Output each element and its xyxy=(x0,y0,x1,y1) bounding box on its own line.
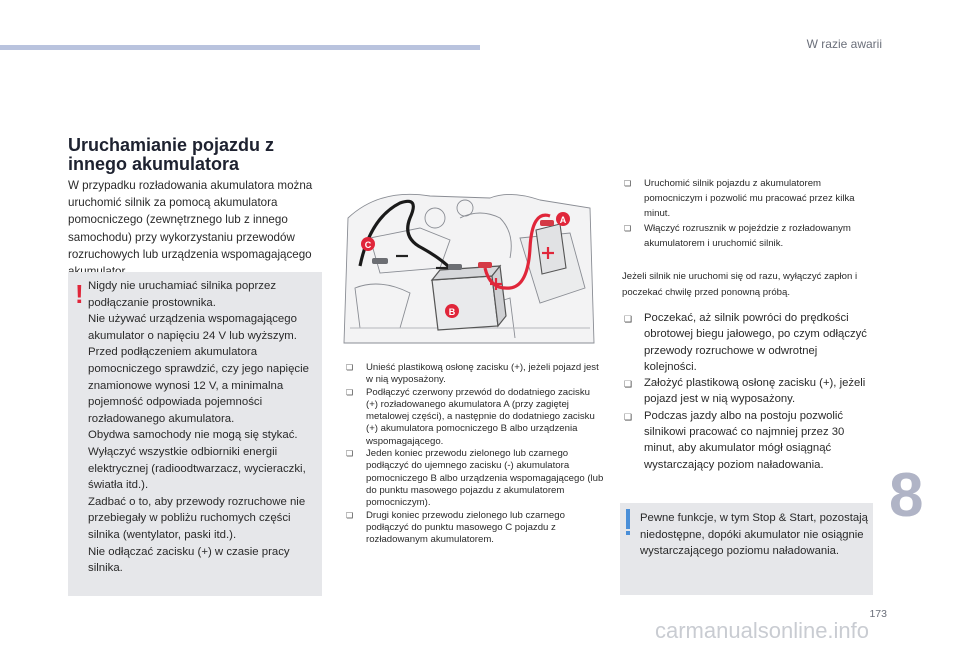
list-item xyxy=(622,310,870,375)
intro-paragraph: W przypadku rozładowania akumulatora można uruchomić silnik za pomocą akumulatora pomocniczego (zewnętrznego lub z innego samochodu) przy wykorzystaniu przewodów rozruchowych lub urządzenia wspomagającego xyxy=(68,179,313,261)
list-item xyxy=(622,375,870,408)
section-title xyxy=(68,136,328,174)
checkbox-bullet-icon: ❏ xyxy=(624,179,632,188)
step-text: Podłączyć czerwony przewód do dodatniego zacisku (+) rozładowanego akumulatora A (przy zagiętej metalowej części), a następnie do dodatniego zacisku (+) akumulatora pomocniczego B albo urządzenia wspomagającego. xyxy=(366,386,595,447)
warning-paragraph: Zadbać o to, aby przewody rozruchowe nie przebiegały w pobliżu ruchomych części silnika (wentylator, paski itd.). xyxy=(88,495,306,541)
steps-list-right-bottom xyxy=(622,310,870,473)
list-item xyxy=(622,408,870,473)
checkbox-bullet-icon: ❏ xyxy=(346,363,354,372)
steps-list-middle xyxy=(344,362,604,546)
steps-list-right-top xyxy=(622,176,862,251)
list-item xyxy=(344,387,604,448)
warning-paragraph: Obydwa samochody nie mogą się stykać. xyxy=(88,429,298,442)
page-number: 173 xyxy=(869,608,887,620)
checkbox-bullet-icon: ❏ xyxy=(346,387,354,397)
checkbox-bullet-icon: ❏ xyxy=(624,314,633,324)
info-icon xyxy=(626,509,630,529)
label-c-marker xyxy=(361,237,375,251)
battery-a xyxy=(536,224,566,274)
label-b: B xyxy=(448,307,456,317)
warning-box xyxy=(68,272,322,596)
clamp-b-minus xyxy=(448,264,462,270)
warning-text xyxy=(88,278,316,577)
list-item xyxy=(344,362,604,387)
step-text: Założyć plastikową osłonę zacisku (+), jeżeli pojazd jest w nią wyposażony. xyxy=(644,377,866,406)
step-text: Podczas jazdy albo na postoju pozwolić silnikowi pracować co najmniej przez 30 minut, aby akumulator mógł osiągnąć wystarczający poziom naładowania. xyxy=(644,409,845,471)
chapter-name: W razie awarii xyxy=(806,37,882,51)
list-item xyxy=(622,221,862,251)
clamp-b-plus xyxy=(478,262,492,268)
header-accent-bar xyxy=(0,45,480,50)
checkbox-bullet-icon: ❏ xyxy=(624,224,632,234)
restart-note: Jeżeli silnik nie uruchomi się od razu, wyłączyć zapłon i poczekać chwilę przed ponowną próbą. xyxy=(622,271,858,298)
info-text: Pewne funkcje, w tym Stop & Start, pozostają niedostępne, dopóki akumulator nie osiągnie wystarczającego poziomu naładowania. xyxy=(640,512,868,557)
warning-paragraph: Nigdy nie uruchamiać silnika poprzez podłączanie prostownika. xyxy=(88,280,277,309)
step-text: Jeden koniec przewodu zielonego lub czarnego podłączyć do ujemnego zacisku (-) akumulatora pomocniczego B albo urządzenia wspomagającego (lub do punktu masowego pojazdu z akumulatorem pomocniczym). xyxy=(366,448,604,509)
checkbox-bullet-icon: ❏ xyxy=(624,379,633,390)
exclamation-icon: ! xyxy=(75,279,84,309)
label-a-marker xyxy=(556,212,570,226)
chapter-number: 8 xyxy=(889,461,924,530)
clamp-c xyxy=(372,258,388,264)
battery-b xyxy=(432,266,506,330)
step-text: Włączyć rozrusznik w pojeździe z rozładowanym akumulatorem i uruchomić silnik. xyxy=(644,223,851,250)
label-c: C xyxy=(364,240,372,250)
step-text: Unieść plastikową osłonę zacisku (+), jeżeli pojazd jest w nią wyposażony. xyxy=(366,362,599,386)
checkbox-bullet-icon: ❏ xyxy=(346,510,354,520)
list-item xyxy=(344,448,604,509)
info-box xyxy=(620,503,873,595)
title-line-2: innego akumulatora xyxy=(68,154,240,174)
clamp-a-plus xyxy=(540,220,554,226)
list-item xyxy=(344,510,604,547)
title-line-1: Uruchamianie pojazdu z xyxy=(68,135,275,155)
checkbox-bullet-icon: ❏ xyxy=(346,449,354,459)
warning-paragraph: Nie odłączać zacisku (+) w czasie pracy silnika. xyxy=(88,545,290,575)
warning-paragraph: Wyłączyć wszystkie odbiorniki energii elektrycznej (radioodtwarzacz, wycieraczki, światła itd.). xyxy=(88,445,306,492)
step-text: Uruchomić silnik pojazdu z akumulatorem pomocniczym i pozwolić mu pracować przez kilka minut. xyxy=(644,178,855,220)
list-item xyxy=(622,176,862,221)
watermark: carmanualsonline.info xyxy=(655,618,870,643)
warning-paragraph: Przed podłączeniem akumulatora pomocniczego sprawdzić, czy jego napięcie znamionowe wynosi 12 V, a minimalna pojemność odpowiada pojemności rozładowanego akumulatora. xyxy=(88,346,309,425)
checkbox-bullet-icon: ❏ xyxy=(624,411,633,422)
jump-start-illustration xyxy=(340,178,598,348)
step-text: Poczekać, aż silnik powróci do prędkości obrotowej biegu jałowego, po czym odłączyć przewody rozruchowe w odwrotnej kolejności. xyxy=(644,312,867,373)
label-a: A xyxy=(559,215,567,225)
step-text: Drugi koniec przewodu zielonego lub czarnego podłączyć do punktu masowego C pojazdu z rozładowanym akumulatorem. xyxy=(366,509,565,546)
warning-paragraph: Nie używać urządzenia wspomagającego akumulator o napięciu 24 V lub wyższym. xyxy=(88,313,297,342)
label-b-marker xyxy=(445,304,459,318)
